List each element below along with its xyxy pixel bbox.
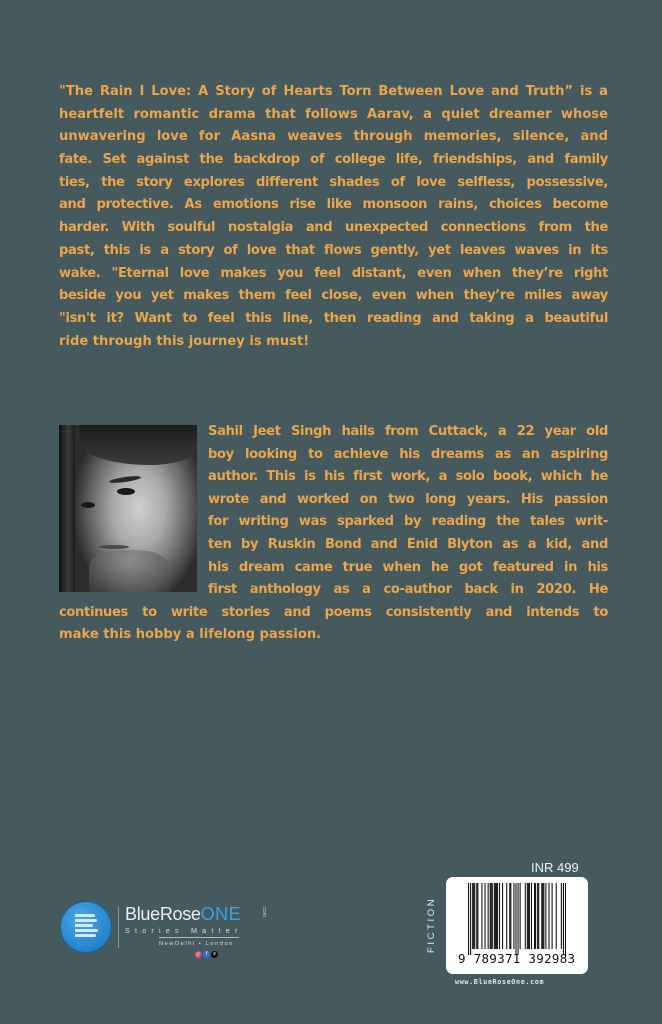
barcode-bar (494, 883, 495, 949)
barcode-bar (541, 883, 542, 949)
barcode-bar (510, 883, 511, 949)
barcode-bar (535, 883, 536, 949)
barcode-bar (515, 883, 516, 955)
blurb-line: unwavering love for Aasna weaves through memories, silence, and (59, 129, 608, 145)
publisher-website: www.BlueRoseOne.com (455, 978, 545, 986)
blurb-line: beside you yet makes them feel close, even when they’re miles away (59, 288, 608, 304)
barcode-bar (543, 883, 544, 949)
barcode-bar (492, 883, 493, 949)
blurb-line: wake. "Eternal love makes you feel distant, even when they’re right (59, 265, 608, 281)
blurb-line: and protective. As emotions rise like monsoon rains, choices become (59, 197, 608, 213)
genre-label: FICTION (426, 896, 437, 953)
barcode-bar (473, 883, 474, 949)
blurb-line: fate. Set against the backdrop of college life, friendships, and family (59, 152, 608, 168)
blurb-line: ride through this journey is must! (59, 333, 310, 349)
barcode-bar (490, 883, 491, 949)
publisher-domain-suffix: .com (261, 906, 267, 917)
bio-line: wrote and worked on two long years. His passion (208, 491, 608, 507)
barcode-bar (474, 883, 475, 949)
barcode-bar (527, 883, 528, 949)
book-blurb (59, 81, 608, 353)
author-bio (59, 421, 608, 647)
bio-line: for writing was sparked by reading the tales writ- (208, 514, 608, 530)
barcode-bar (477, 883, 478, 949)
barcode-bar (485, 883, 486, 949)
barcode-bar (506, 883, 507, 949)
barcode-bar (534, 883, 535, 949)
bio-line: his dream came true when he got featured in his (208, 559, 608, 575)
publisher-locations: NewDelhi • London (159, 941, 234, 947)
barcode-bar (552, 883, 553, 949)
barcode-bar (561, 883, 562, 949)
barcode-bar (495, 883, 496, 949)
blurb-line: "isn't it? Want to feel this line, then reading and taking a beautiful (59, 310, 608, 326)
barcode-bars (468, 883, 566, 960)
publisher-name-part2: ONE (200, 904, 242, 924)
barcode-bar (502, 883, 503, 949)
barcode-bar (531, 883, 532, 949)
publisher-name-part1: BlueRose (125, 904, 201, 924)
bio-line: boy looking to achieve his dreams as an aspiring (208, 446, 608, 462)
barcode-bar (468, 883, 469, 955)
barcode-bar (548, 883, 549, 949)
blurb-line: harder. With soulful nostalgia and unexpected connections from the (59, 220, 608, 236)
barcode-bar (556, 883, 557, 949)
barcode-graphic (468, 883, 566, 955)
x-icon: x (211, 951, 218, 958)
barcode-bar (499, 883, 500, 949)
barcode-bar (537, 883, 538, 949)
barcode-bar (520, 883, 521, 949)
barcode-bar (476, 883, 477, 949)
barcode-bar (518, 883, 519, 955)
barcode-bar (509, 883, 510, 949)
bio-line: continues to write stories and poems consistently and intends to (59, 604, 608, 620)
bio-line: ten by Ruskin Bond and Enid Blyton as a kid, and (208, 536, 608, 552)
publisher-logo-circle-icon (61, 902, 111, 952)
barcode-bar (481, 883, 482, 949)
bio-line: first anthology as a co-author back in 2020. He (208, 582, 608, 598)
barcode-bar (488, 883, 489, 949)
barcode-bar (565, 883, 566, 955)
barcode-bar (538, 883, 539, 949)
blurb-line: ties, the story explores different shades of love selfless, possessive, (59, 174, 608, 190)
isbn-barcode (446, 877, 588, 974)
publisher-logo (61, 902, 281, 968)
barcode-bar (470, 883, 471, 955)
blurb-line: "The Rain I Love: A Story of Hearts Torn Between Love and Truth” is a (59, 84, 608, 99)
bio-line: make this hobby a lifelong passion. (59, 627, 322, 643)
barcode-bar (545, 883, 546, 949)
publisher-name (125, 904, 241, 925)
facebook-icon: f (203, 951, 210, 958)
barcode-bar (496, 883, 497, 949)
logo-rule (159, 937, 239, 938)
price-label: INR 499 (531, 860, 579, 875)
blurb-line: heartfelt romantic drama that follows Aarav, a quiet dreamer whose (59, 106, 608, 122)
barcode-bar (513, 883, 514, 949)
barcode-bar (542, 883, 543, 949)
barcode-bar (528, 883, 529, 949)
isbn-number: 9 789371 392983 (458, 951, 576, 966)
publisher-tagline: Stories Matter (125, 926, 243, 935)
instagram-icon: ◎ (196, 951, 201, 957)
barcode-bar (497, 883, 498, 949)
publisher-b-icon (75, 914, 99, 940)
barcode-bar (529, 883, 530, 949)
bio-line: author. This is his first work, a solo book, which he (208, 469, 608, 485)
logo-divider (118, 906, 119, 948)
barcode-bar (563, 883, 564, 955)
barcode-bar (491, 883, 492, 949)
barcode-bar (525, 883, 526, 949)
social-icons (195, 951, 218, 958)
bio-line: Sahil Jeet Singh hails from Cuttack, a 22 year old (208, 424, 608, 439)
barcode-bar (472, 883, 473, 949)
blurb-line: past, this is a story of love that flows gently, yet leaves waves in its (59, 242, 608, 258)
